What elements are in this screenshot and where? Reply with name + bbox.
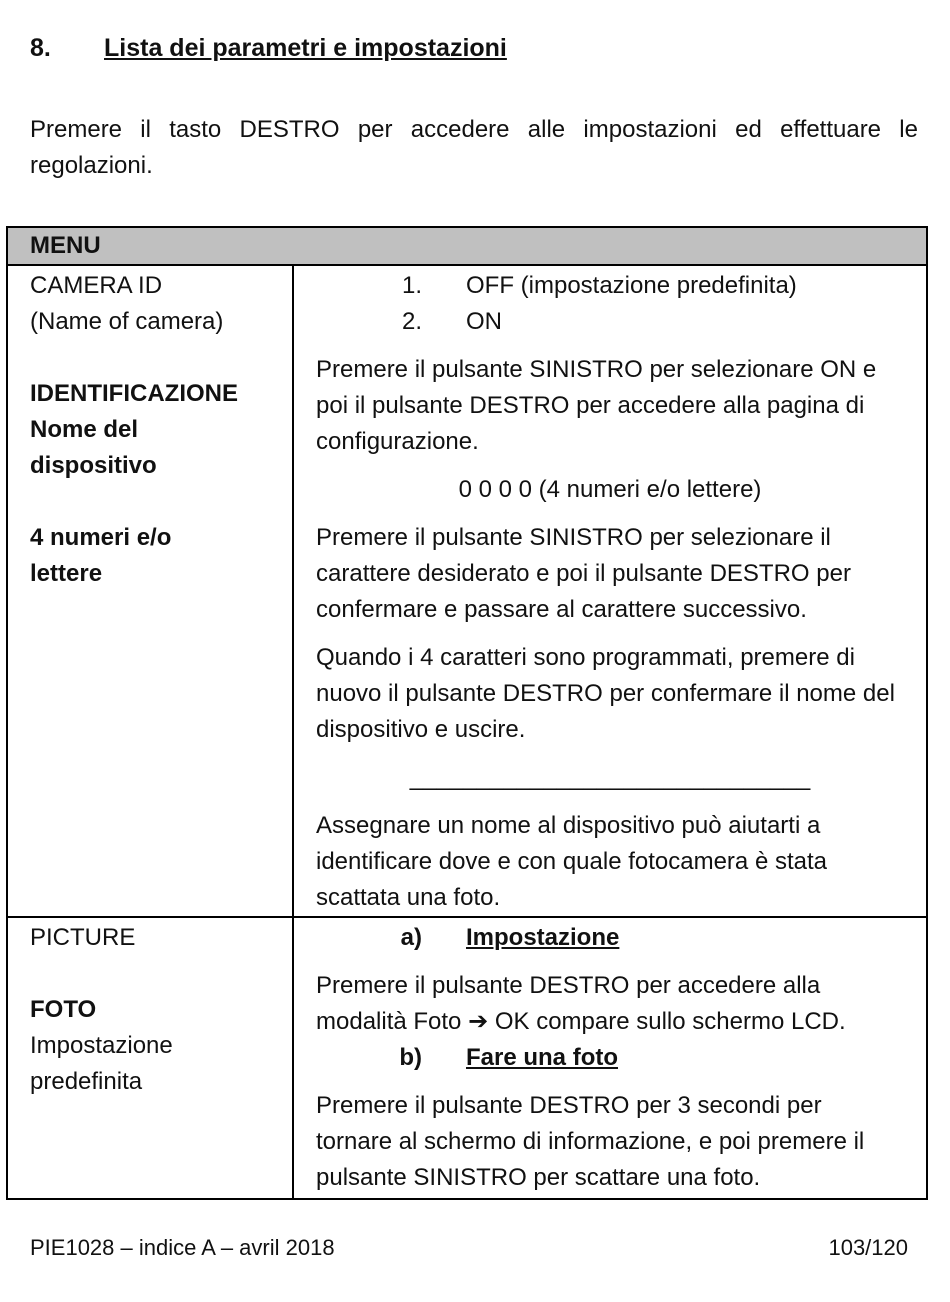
menu-header: MENU xyxy=(7,227,927,265)
camera-id-label: CAMERA ID xyxy=(30,272,163,299)
identificazione-label: IDENTIFICAZIONE xyxy=(30,380,238,407)
lettere-label: lettere xyxy=(30,560,103,587)
nome-label: Nome del xyxy=(30,416,139,443)
paragraph: Quando i 4 caratteri sono programmati, premere di nuovo il pulsante DESTRO per confermare il nome del dispositivo e uscire. xyxy=(316,644,895,743)
list-item: 1. OFF (impostazione predefinita) xyxy=(401,272,797,299)
footer-document-id: PIE1028 – indice A – avril 2018 xyxy=(30,1235,335,1260)
impostazione-label: Impostazione xyxy=(30,1032,173,1059)
paragraph: Premere il pulsante DESTRO per 3 secondi per tornare al schermo di informazione, e poi premere il pulsante SINISTRO per scattare una foto. xyxy=(316,1092,865,1191)
list-item: 2. ON xyxy=(401,308,502,335)
footer-page-number: 103/120 xyxy=(828,1235,908,1260)
menu-table xyxy=(6,226,928,1200)
section-heading xyxy=(30,34,507,63)
paragraph: Assegnare un nome al dispositivo può aiutarti a identificare dove e con quale fotocamera è stata scattata una foto. xyxy=(316,812,827,911)
picture-description-cell xyxy=(293,917,927,1199)
table-row-camera-id xyxy=(7,265,927,917)
arrow-right-icon: ➔ xyxy=(468,1008,489,1035)
intro-paragraph: Premere il tasto DESTRO per accedere alle impostazioni ed effettuare le regolazioni. xyxy=(30,116,918,179)
numeri-label: 4 numeri e/o xyxy=(30,524,172,551)
separator-line: ______________________________ xyxy=(409,764,811,791)
paragraph: Premere il pulsante SINISTRO per selezionare il carattere desiderato e poi il pulsante DESTRO per confermare e passare al carattere successivo. xyxy=(316,524,851,623)
section-title: Lista dei parametri e impostazioni xyxy=(104,34,507,62)
picture-label-cell xyxy=(7,917,293,1199)
paragraph: Premere il pulsante SINISTRO per selezionare ON e poi il pulsante DESTRO per accedere alla pagina di configurazione. xyxy=(316,356,877,455)
subheading-a: a) Impostazione xyxy=(400,924,620,951)
table-row-picture xyxy=(7,917,927,1199)
subheading-b: b) Fare una foto xyxy=(399,1044,619,1071)
camera-id-description-cell xyxy=(293,265,927,917)
code-format: 0 0 0 0 (4 numeri e/o lettere) xyxy=(458,476,762,503)
dispositivo-label: dispositivo xyxy=(30,452,157,479)
foto-label: FOTO xyxy=(30,996,97,1023)
camera-id-label-cell xyxy=(7,265,293,917)
predefinita-label: predefinita xyxy=(30,1068,143,1095)
camera-id-sublabel: (Name of camera) xyxy=(30,308,224,335)
picture-label: PICTURE xyxy=(30,924,136,951)
paragraph: Premere il pulsante DESTRO per accedere alla modalità Foto ➔ OK compare sullo schermo LCD. xyxy=(316,972,846,1035)
section-number: 8. xyxy=(30,34,51,62)
